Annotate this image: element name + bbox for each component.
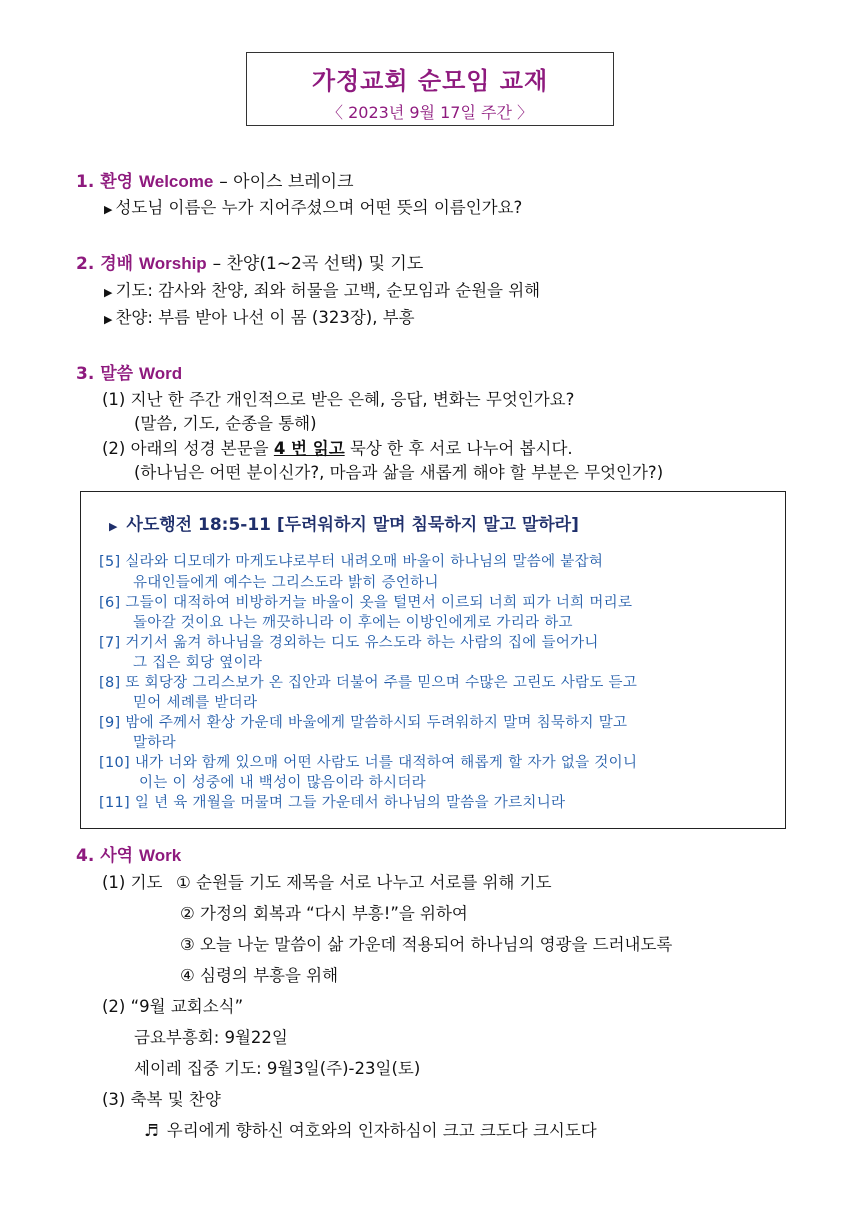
work-song-line	[144, 1117, 597, 1141]
verse-8-cont: 믿어 세례를 받더라	[133, 695, 258, 711]
section-title-en: Work	[139, 846, 182, 865]
word-question-1-note: (말씀, 기도, 순종을 통해)	[134, 414, 317, 433]
section-title-en: Word	[139, 364, 183, 383]
section-title-ko: 말씀	[100, 364, 134, 384]
word-question-2	[102, 435, 573, 459]
word-question-2-emphasis: 4 번 읽고	[273, 439, 345, 458]
word-question-2-post: 묵상 한 후 서로 나누어 봅시다.	[344, 439, 573, 458]
triangle-right-icon: ▶	[109, 520, 118, 533]
scripture-title	[109, 510, 579, 535]
section-word-heading	[76, 359, 182, 384]
verse-7-cont: 그 집은 회당 옆이라	[133, 655, 263, 671]
work-prayer-3: ③ 오늘 나눈 말씀이 삶 가운데 적용되어 하나님의 영광을 드러내도록	[180, 935, 673, 954]
triangle-right-icon: ▶	[104, 286, 113, 299]
section-work-heading	[76, 841, 181, 866]
work-prayer-4: ④ 심령의 부흥을 위해	[180, 966, 339, 985]
scripture-title-text: 사도행전 18:5-11 [두려워하지 말며 침묵하지 말고 말하라]	[126, 515, 579, 535]
welcome-item	[104, 194, 522, 218]
title-box	[246, 52, 614, 126]
document-title: 가정교회 순모임 교재	[311, 67, 549, 95]
verse-9-cont: 말하라	[133, 735, 176, 751]
word-question-2-note: (하나님은 어떤 분이신가?, 마음과 삶을 새롭게 해야 할 부분은 무엇인가?)	[134, 463, 664, 482]
section-subtitle: – 찬양(1~2곡 선택) 및 기도	[212, 254, 424, 274]
verse-5: [5] 실라와 디모데가 마게도냐로부터 내려오매 바울이 하나님의 말씀에 붙잡혀	[99, 554, 604, 570]
work-prayer-1: ① 순원들 기도 제목을 서로 나누고 서로를 위해 기도	[176, 873, 552, 892]
section-title-ko: 환영	[100, 172, 134, 192]
section-subtitle: – 아이스 브레이크	[219, 172, 354, 192]
section-welcome-heading	[76, 167, 354, 192]
section-title-ko: 경배	[100, 254, 134, 274]
scripture-box	[80, 491, 786, 829]
work-song-text: 우리에게 향하신 여호와의 인자하심이 크고 크도다 크시도다	[166, 1121, 597, 1140]
work-news-item: 세이레 집중 기도: 9월3일(주)-23일(토)	[134, 1059, 421, 1078]
work-news-item: 금요부흥회: 9월22일	[134, 1028, 288, 1047]
triangle-right-icon: ▶	[104, 313, 113, 326]
worship-item-text: 찬양: 부름 받아 나선 이 몸 (323장), 부흥	[115, 308, 415, 327]
word-question-2-pre: (2) 아래의 성경 본문을	[102, 439, 274, 458]
verse-5-cont: 유대인들에게 예수는 그리스도라 밝히 증언하니	[133, 575, 439, 591]
work-blessing-label: (3) 축복 및 찬양	[102, 1090, 221, 1109]
work-prayer-2: ② 가정의 회복과 “다시 부흥!”을 위하여	[180, 904, 468, 923]
verse-6: [6] 그들이 대적하여 비방하거늘 바울이 옷을 털면서 이르되 너희 피가 너희 머리로	[99, 595, 633, 611]
verse-8: [8] 또 회당장 그리스보가 온 집안과 더불어 주를 믿으며 수많은 고린도 사람도 듣고	[99, 675, 638, 691]
verse-7: [7] 거기서 옮겨 하나님을 경외하는 디도 유스도라 하는 사람의 집에 들어가니	[99, 635, 599, 651]
welcome-item-text: 성도님 이름은 누가 지어주셨으며 어떤 뜻의 이름인가요?	[115, 198, 523, 217]
section-title-ko: 사역	[100, 846, 134, 866]
music-note-icon: ♬	[144, 1121, 159, 1140]
worship-item-text: 기도: 감사와 찬양, 죄와 허물을 고백, 순모임과 순원을 위해	[115, 281, 541, 300]
section-number: 4.	[76, 846, 95, 866]
worship-item-prayer	[104, 277, 540, 301]
word-question-1: (1) 지난 한 주간 개인적으로 받은 은혜, 응답, 변화는 무엇인가요?	[102, 390, 575, 409]
section-number: 2.	[76, 254, 95, 274]
verse-6-cont: 돌아갈 것이요 나는 깨끗하니라 이 후에는 이방인에게로 가리라 하고	[133, 615, 573, 631]
document-date: 〈 2023년 9월 17일 주간 〉	[327, 103, 533, 122]
verse-10: [10] 내가 너와 함께 있으매 어떤 사람도 너를 대적하여 해롭게 할 자가 없을 것이니	[99, 755, 638, 771]
verse-11: [11] 일 년 육 개월을 머물며 그들 가운데서 하나님의 말씀을 가르치니라	[99, 795, 566, 811]
section-worship-heading	[76, 249, 423, 274]
section-number: 1.	[76, 172, 95, 192]
verse-10-cont: 이는 이 성중에 내 백성이 많음이라 하시더라	[139, 775, 426, 791]
work-news-label: (2) “9월 교회소식”	[102, 997, 244, 1016]
work-prayer-label: (1) 기도	[102, 873, 163, 892]
section-title-en: Welcome	[139, 172, 214, 191]
verse-9: [9] 밤에 주께서 환상 가운데 바울에게 말씀하시되 두려워하지 말며 침묵하지 말고	[99, 715, 628, 731]
triangle-right-icon: ▶	[104, 203, 113, 216]
worship-item-song	[104, 304, 415, 328]
section-number: 3.	[76, 364, 95, 384]
section-title-en: Worship	[139, 254, 207, 273]
